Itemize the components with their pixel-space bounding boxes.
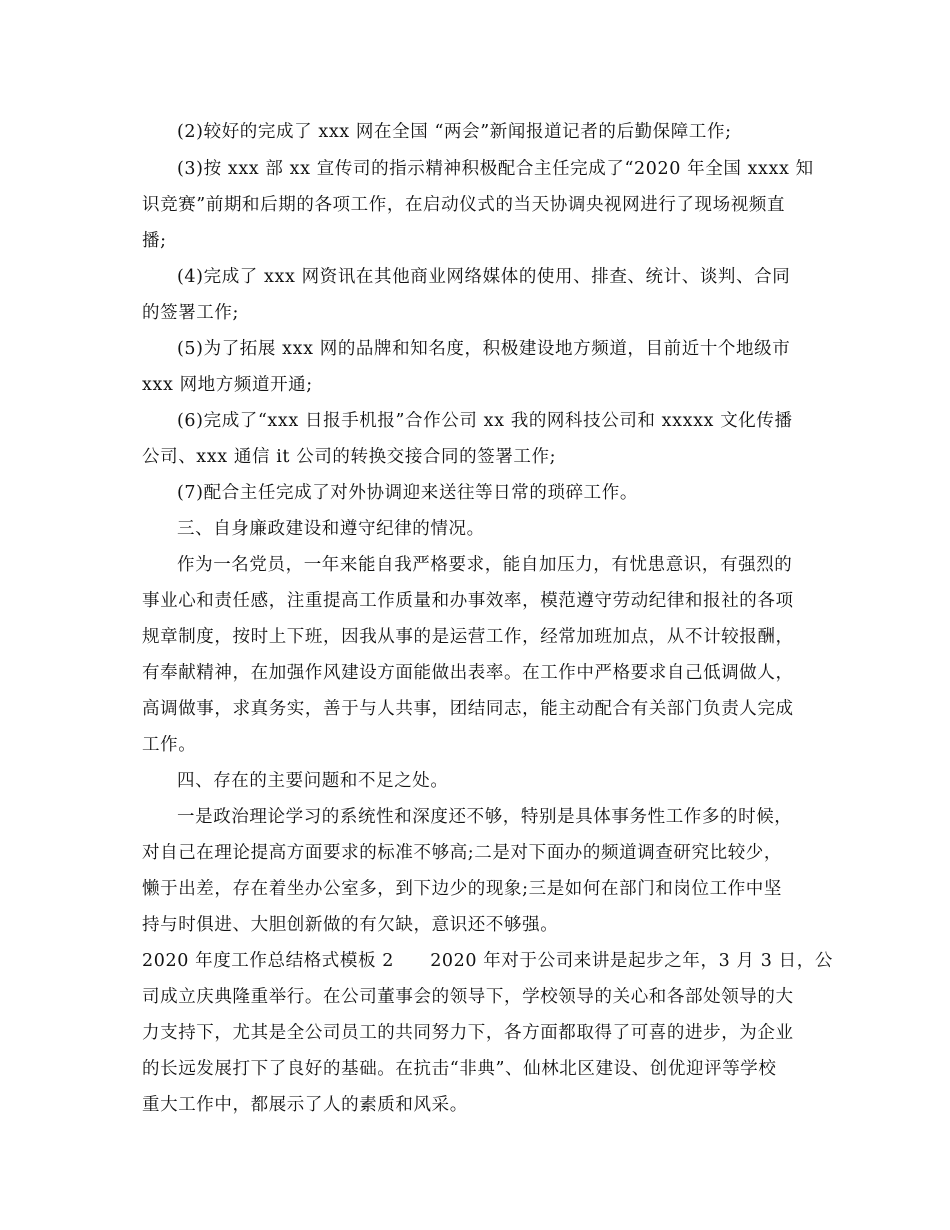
text-line: (4)完成了 xxx 网资讯在其他商业网络媒体的使用、排查、统计、谈判、合同 — [177, 267, 791, 287]
text-line: 重大工作中，都展示了人的素质和风采。 — [142, 1095, 468, 1115]
text-line: (3)按 xxx 部 xx 宣传司的指示精神积极配合主任完成了“2020 年全国 xxxx 知 — [177, 159, 814, 179]
text-line: 识竞赛”前期和后期的各项工作，在启动仪式的当天协调央视网进行了现场视频直 — [142, 195, 786, 215]
text-line: (5)为了拓展 xxx 网的品牌和知名度，积极建设地方频道，目前近十个地级市 — [177, 339, 791, 359]
text-line: 的签署工作; — [142, 303, 239, 323]
text-line: 对自己在理论提高方面要求的标准不够高;二是对下面办的频道调查研究比较少， — [142, 843, 782, 863]
text-line: 工作。 — [142, 735, 197, 755]
text-line: 懒于出差，存在着坐办公室多，到下边少的现象;三是如何在部门和岗位工作中坚 — [142, 879, 782, 899]
text-line: 事业心和责任感，注重提高工作质量和办事效率，模范遵守劳动纪律和报社的各项 — [142, 591, 794, 611]
text-line: 2020 年度工作总结格式模板 2 2020 年对于公司来讲是起步之年，3 月 3 日，公 — [142, 951, 833, 971]
text-line: (2)较好的完成了 xxx 网在全国 “两会”新闻报道记者的后勤保障工作; — [177, 122, 732, 142]
text-line: 高调做事，求真务实，善于与人共事，团结同志，能主动配合有关部门负责人完成 — [142, 699, 794, 719]
text-line: 持与时俱进、大胆创新做的有欠缺，意识还不够强。 — [142, 915, 559, 935]
text-line: 播; — [142, 231, 167, 251]
text-line: 规章制度，按时上下班，因我从事的是运营工作，经常加班加点，从不计较报酬， — [142, 627, 794, 647]
text-line: 公司、xxx 通信 it 公司的转换交接合同的签署工作; — [142, 447, 557, 467]
text-line: 有奉献精神，在加强作风建设方面能做出表率。在工作中严格要求自己低调做人， — [142, 663, 794, 683]
text-line: (6)完成了“xxx 日报手机报”合作公司 xx 我的网科技公司和 xxxxx 文化传播 — [177, 411, 793, 431]
text-line: 司成立庆典隆重举行。在公司董事会的领导下，学校领导的关心和各部处领导的大 — [142, 987, 794, 1007]
text-line: 作为一名党员，一年来能自我严格要求，能自加压力，有忧患意识，有强烈的 — [177, 555, 793, 575]
section-heading: 三、自身廉政建设和遵守纪律的情况。 — [177, 519, 485, 539]
text-line: 一是政治理论学习的系统性和深度还不够，特别是具体事务性工作多的时候， — [177, 807, 793, 827]
section-heading: 四、存在的主要问题和不足之处。 — [177, 771, 449, 791]
text-line: (7)配合主任完成了对外协调迎来送往等日常的琐碎工作。 — [177, 483, 638, 503]
text-line: 的长远发展打下了良好的基础。在抗击“非典”、仙林北区建设、创优迎评等学校 — [142, 1059, 777, 1079]
text-line: xxx 网地方频道开通; — [142, 375, 313, 395]
text-line: 力支持下，尤其是全公司员工的共同努力下，各方面都取得了可喜的进步，为企业 — [142, 1023, 794, 1043]
